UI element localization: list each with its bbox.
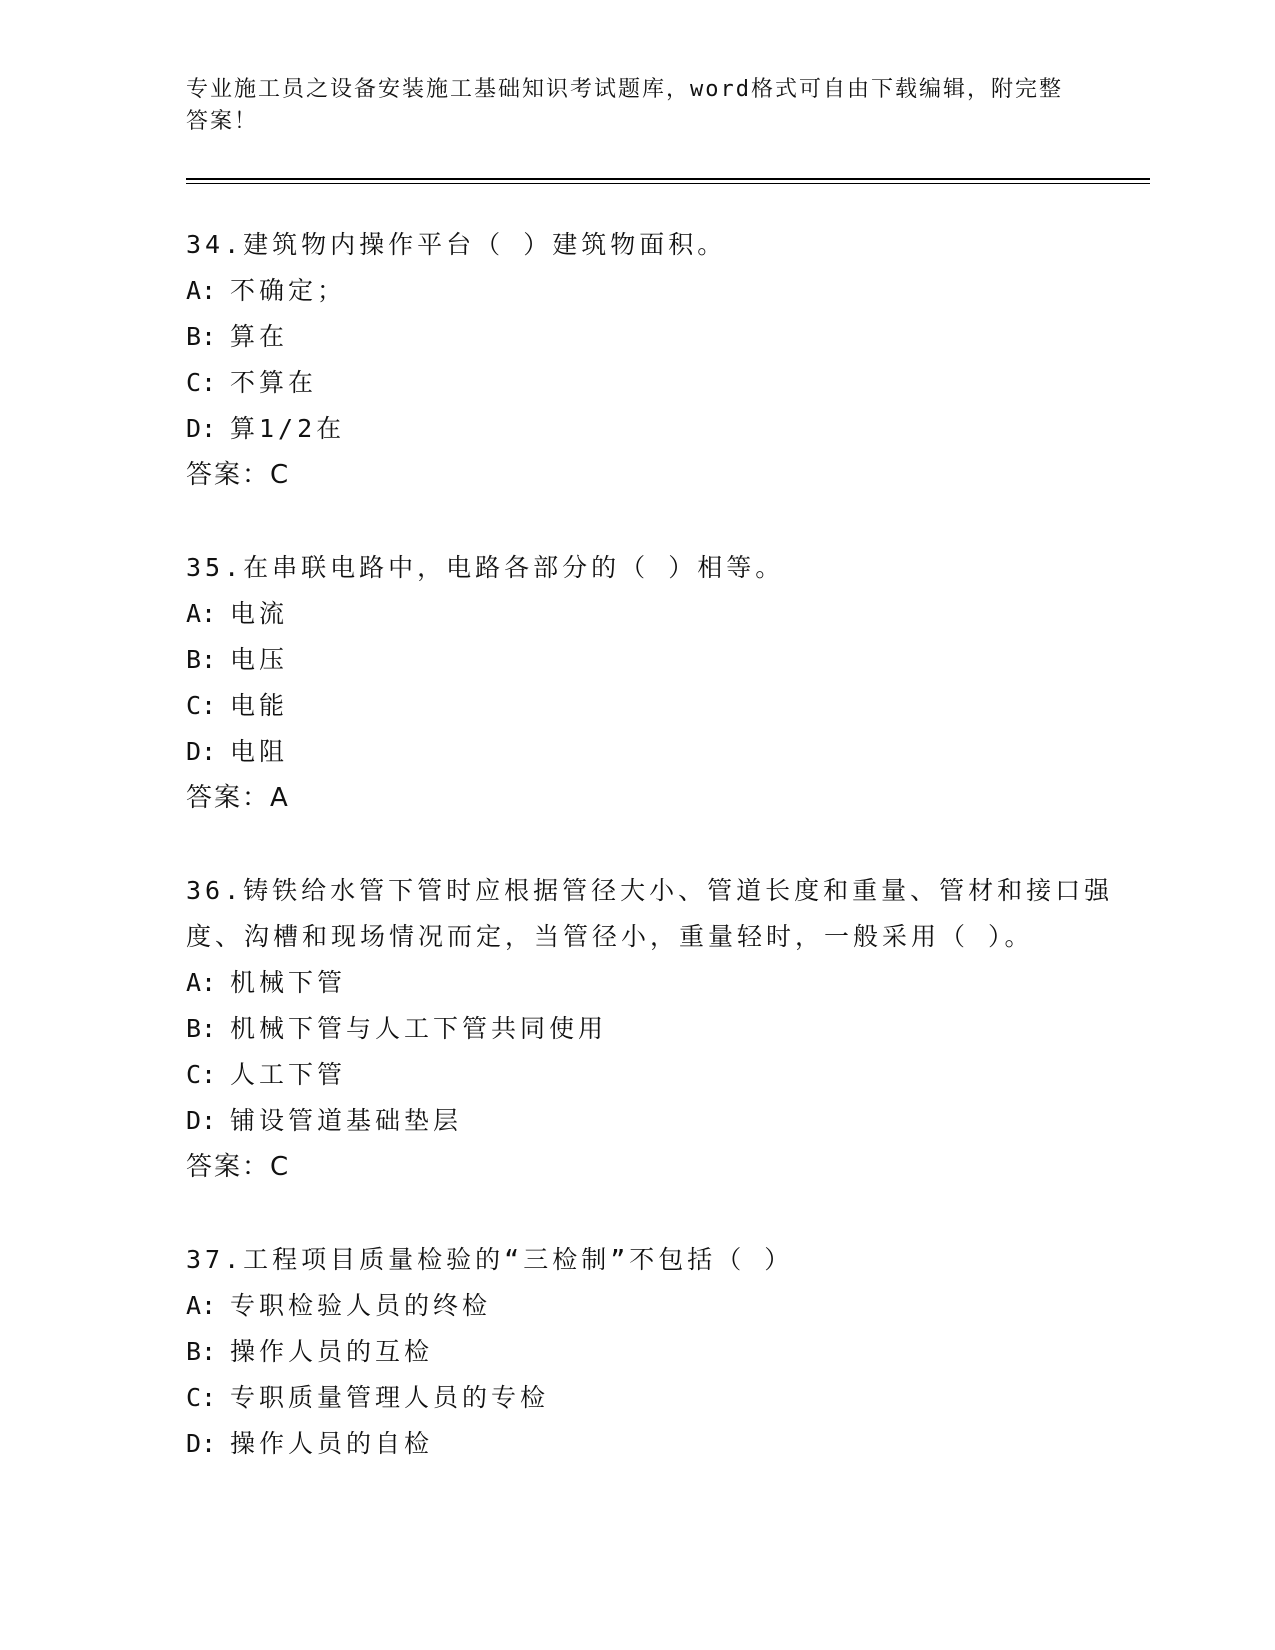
question-stem: 35.在串联电路中，电路各部分的（ ）相等。	[186, 553, 785, 582]
option-label: A:	[186, 968, 217, 997]
option-c	[186, 1052, 1146, 1098]
option-label: A:	[186, 276, 217, 305]
option-a	[186, 960, 1146, 1006]
option-c	[186, 1375, 1146, 1421]
option-d	[186, 729, 1146, 775]
option-text: 电压	[230, 645, 289, 674]
option-text: 电流	[230, 599, 289, 628]
option-label: B:	[186, 645, 217, 674]
question-35	[186, 545, 1146, 821]
option-label: C:	[186, 368, 217, 397]
option-text: 算1/2在	[230, 414, 346, 443]
option-b	[186, 637, 1146, 683]
header-divider-thin	[186, 183, 1150, 184]
option-text: 不确定；	[230, 276, 347, 305]
question-36	[186, 868, 1146, 1190]
option-text: 算在	[230, 322, 289, 351]
option-text: 电阻	[230, 737, 289, 766]
option-b	[186, 314, 1146, 360]
option-d	[186, 406, 1146, 452]
document-header: 专业施工员之设备安装施工基础知识考试题库，word格式可自由下载编辑，附完整答案！	[186, 77, 1063, 134]
option-label: C:	[186, 691, 217, 720]
option-label: B:	[186, 1014, 217, 1043]
question-stem: 34.建筑物内操作平台（ ）建筑物面积。	[186, 230, 727, 259]
option-a	[186, 1283, 1146, 1329]
option-label: D:	[186, 1429, 217, 1458]
question-stem: 36.铸铁给水管下管时应根据管径大小、管道长度和重量、管材和接口强度、沟槽和现场情况而定，当管径小，重量轻时，一般采用（ ）。	[186, 876, 1114, 951]
option-label: A:	[186, 1291, 217, 1320]
option-text: 机械下管与人工下管共同使用	[230, 1014, 608, 1043]
option-label: D:	[186, 414, 217, 443]
question-34	[186, 222, 1146, 498]
option-text: 电能	[230, 691, 289, 720]
option-text: 专职检验人员的终检	[230, 1291, 492, 1320]
option-text: 不算在	[230, 368, 318, 397]
option-label: D:	[186, 737, 217, 766]
header-divider-thick	[186, 178, 1150, 180]
answer: 答案：C	[186, 1152, 291, 1182]
option-b	[186, 1329, 1146, 1375]
option-text: 专职质量管理人员的专检	[230, 1383, 550, 1412]
option-label: C:	[186, 1383, 217, 1412]
question-stem: 37.工程项目质量检验的“三检制”不包括（ ）	[186, 1245, 794, 1274]
option-label: A:	[186, 599, 217, 628]
option-text: 人工下管	[230, 1060, 347, 1089]
option-label: C:	[186, 1060, 217, 1089]
option-text: 操作人员的自检	[230, 1429, 434, 1458]
option-d	[186, 1421, 1146, 1467]
option-text: 操作人员的互检	[230, 1337, 434, 1366]
option-text: 机械下管	[230, 968, 347, 997]
answer: 答案：C	[186, 460, 291, 490]
option-c	[186, 360, 1146, 406]
option-a	[186, 591, 1146, 637]
question-37	[186, 1237, 1146, 1467]
answer: 答案：A	[186, 783, 290, 813]
option-d	[186, 1098, 1146, 1144]
option-b	[186, 1006, 1146, 1052]
option-label: B:	[186, 1337, 217, 1366]
option-a	[186, 268, 1146, 314]
option-label: D:	[186, 1106, 217, 1135]
option-text: 铺设管道基础垫层	[230, 1106, 463, 1135]
option-label: B:	[186, 322, 217, 351]
option-c	[186, 683, 1146, 729]
